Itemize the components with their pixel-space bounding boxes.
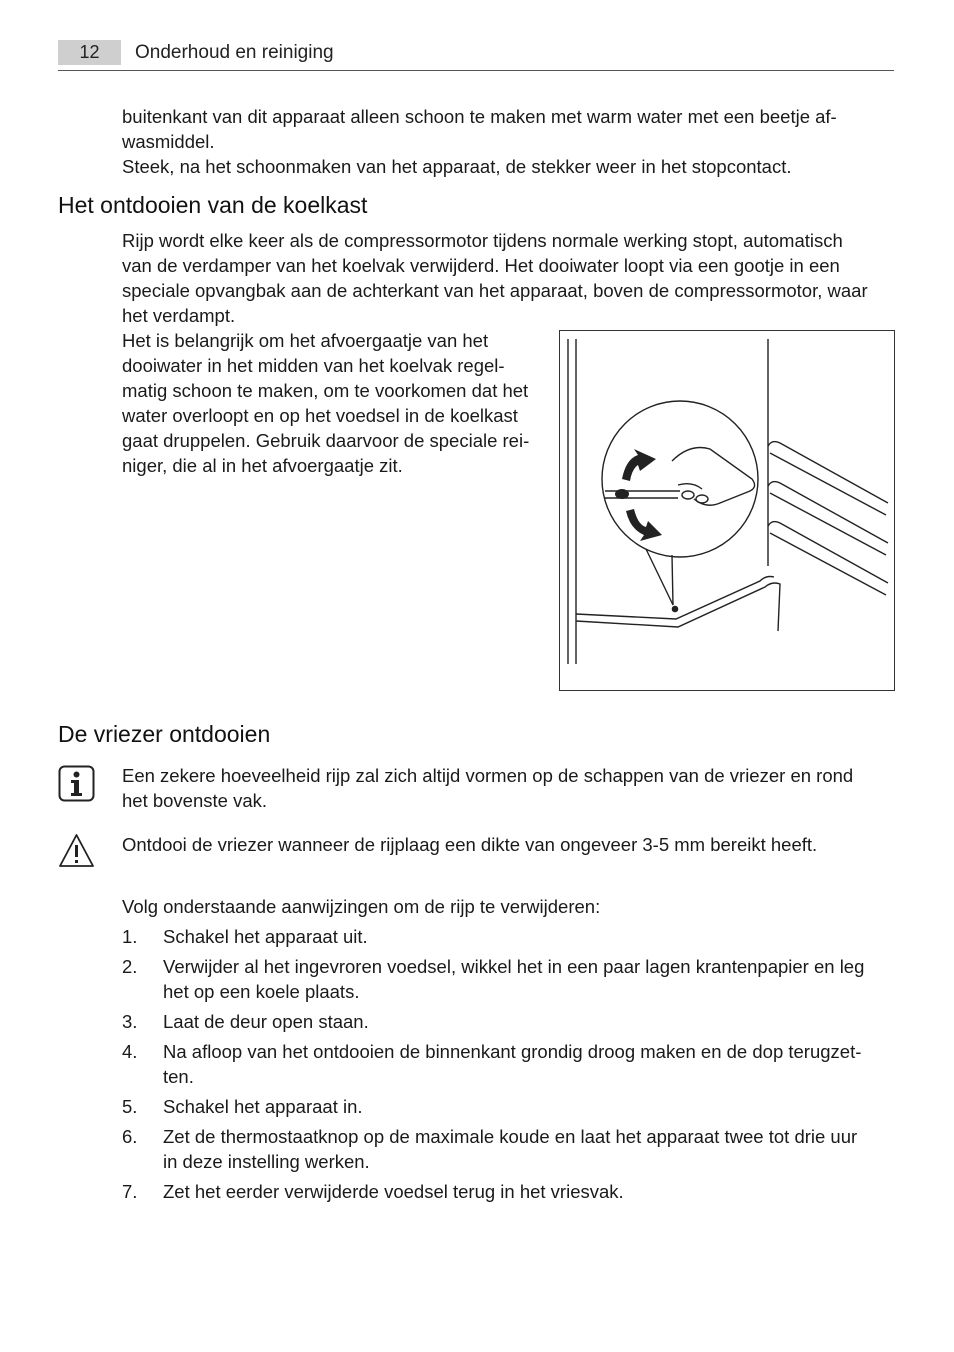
info-icon [58,765,95,802]
list-text: Schakel het apparaat in. [163,1096,363,1117]
koelkast-para1-line: speciale opvangbak aan de achterkant van het apparaat, boven de compressormotor, waar [122,280,868,301]
list-number: 1. [122,926,138,947]
koelkast-para2-line: dooiwater in het midden van het koelvak regel- [122,355,505,376]
section-title-header: Onderhoud en reiniging [135,42,334,63]
list-text: in deze instelling werken. [163,1151,370,1172]
koelkast-para2-line: niger, die al in het afvoergaatje zit. [122,455,403,476]
info-text-line: Een zekere hoeveelheid rijp zal zich altijd vormen op de schappen van de vriezer en rond [122,765,854,786]
list-number: 6. [122,1126,138,1147]
koelkast-para2-line: Het is belangrijk om het afvoergaatje van het [122,330,489,351]
koelkast-para2-line: water overloopt en op het voedsel in de koelkast [122,405,518,426]
steps-intro: Volg onderstaande aanwijzingen om de rijp te verwijderen: [122,896,601,917]
drain-cleaning-illustration [559,330,895,691]
list-text: Verwijder al het ingevroren voedsel, wikkel het in een paar lagen krantenpapier en leg [163,956,865,977]
koelkast-para1-line: het verdampt. [122,305,236,326]
list-text: het op een koele plaats. [163,981,360,1002]
koelkast-para1-line: Rijp wordt elke keer als de compressormotor tijdens normale werking stopt, automatisch [122,230,843,251]
list-number: 3. [122,1011,138,1032]
intro-line-3: Steek, na het schoonmaken van het apparaat, de stekker weer in het stopcontact. [122,156,792,177]
warning-text: Ontdooi de vriezer wanneer de rijplaag een dikte van ongeveer 3-5 mm bereikt heeft. [122,834,818,855]
list-number: 5. [122,1096,138,1117]
list-text: Laat de deur open staan. [163,1011,369,1032]
list-text: ten. [163,1066,194,1087]
list-text: Schakel het apparaat uit. [163,926,368,947]
list-text: Na afloop van het ontdooien de binnenkant grondig droog maken en de dop terugzet- [163,1041,862,1062]
info-text-line: het bovenste vak. [122,790,268,811]
page-header [58,40,894,71]
koelkast-para1-line: van de verdamper van het koelvak verwijderd. Het dooiwater loopt via een gootje in een [122,255,840,276]
list-number: 4. [122,1041,138,1062]
list-number: 2. [122,956,138,977]
warning-icon [58,832,95,869]
drain-cleaning-drawing [560,331,894,690]
koelkast-para2-line: gaat druppelen. Gebruik daarvoor de speciale rei- [122,430,530,451]
heading-koelkast-ontdooien: Het ontdooien van de koelkast [58,192,368,218]
page-number: 12 [58,40,121,65]
heading-vriezer-ontdooien: De vriezer ontdooien [58,721,271,747]
intro-line-1: buitenkant van dit apparaat alleen schoon te maken met warm water met een beetje af- [122,106,837,127]
intro-line-2: wasmiddel. [122,131,215,152]
list-text: Zet het eerder verwijderde voedsel terug in het vriesvak. [163,1181,624,1202]
koelkast-para2-line: matig schoon te maken, om te voorkomen dat het [122,380,529,401]
list-text: Zet de thermostaatknop op de maximale koude en laat het apparaat twee tot drie uur [163,1126,858,1147]
list-number: 7. [122,1181,138,1202]
